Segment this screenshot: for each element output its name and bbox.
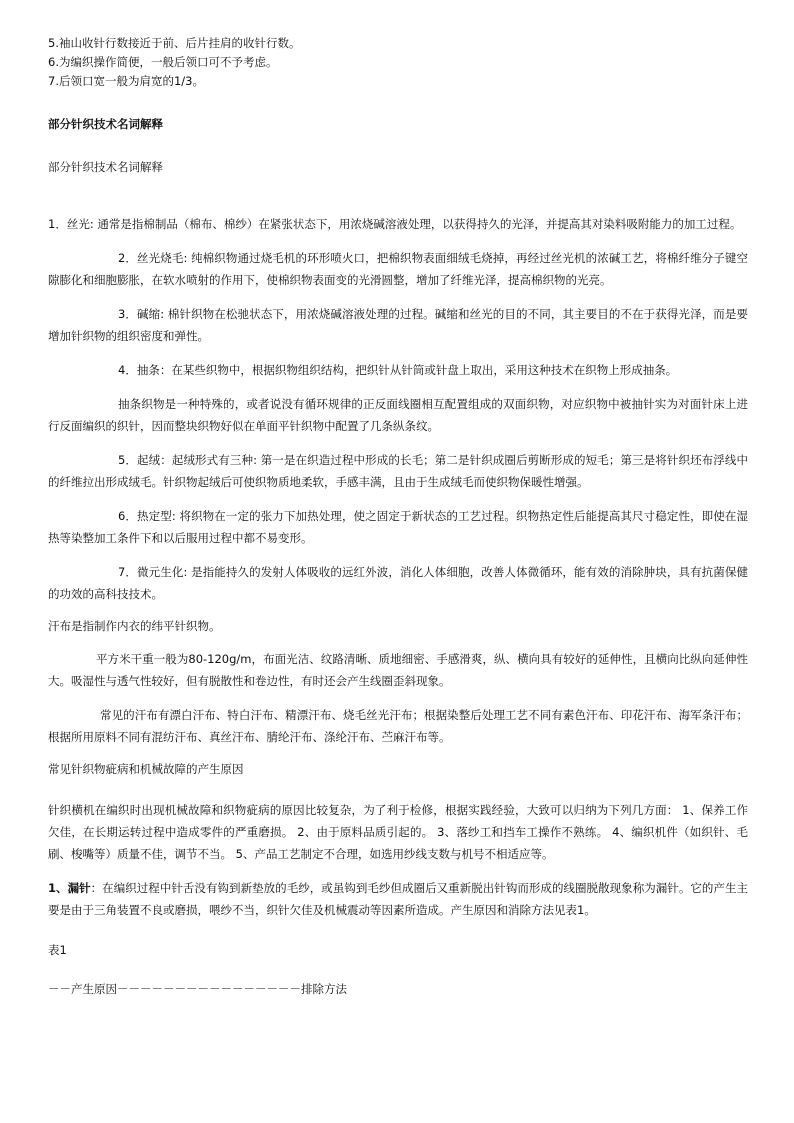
section-subheading: 部分针织技术名词解释 bbox=[48, 160, 163, 174]
section-heading: 部分针织技术名词解释 bbox=[48, 117, 163, 131]
dropstitch-label: 1、漏针 bbox=[48, 881, 91, 895]
term-paragraph: 1．丝光: 通常是指棉制品（棉布、棉纱）在紧张状态下，用浓烧碱溶液处理，以获得持久的光泽，并提高其对染料吸附能力的加工过程。 bbox=[48, 217, 742, 231]
sweatshirt-intro: 汗布是指制作内衣的纬平针织物。 bbox=[48, 619, 221, 633]
term-paragraph: 4．抽条：在某些织物中，根据织物组织结构，把织针从针筒或针盘上取出，采用这种技术在织物上形成抽条。 bbox=[118, 363, 678, 377]
defects-heading: 常见针织物疵病和机械故障的产生原因 bbox=[48, 762, 244, 776]
term-paragraph: 2．丝光烧毛: 纯棉织物通过烧毛机的环形喷火口，把棉织物表面细绒毛烧掉，再经过丝光机的浓碱工艺，将棉纤维分子键空隙膨化和细胞膨胀，在软水喷射的作用下，使棉织物表面变的光滑圆整，增加了纤维光泽，提高棉织物的光亮。 bbox=[48, 251, 748, 287]
dropstitch-text: ：在编织过程中针舌没有钩到新垫放的毛纱，或虽钩到毛纱但成圈后又重新脱出针钩而形成的线圈脱散现象称为漏针。它的产生主要是由于三角装置不良或磨损，喂纱不当，织针欠佳及机械震动等因素所造成。产生原因和消除方法见表1。 bbox=[48, 881, 748, 917]
term-paragraph: 6．热定型: 将织物在一定的张力下加热处理，使之固定于新状态的工艺过程。织物热定性后能提高其尺寸稳定性，即使在湿热等染整加工条件下和以后服用过程中都不易变形。 bbox=[48, 509, 748, 545]
text-line: 6.为编织操作简便，一般后领口可不予考虑。 bbox=[48, 55, 278, 69]
term-paragraph: 7．微元生化: 是指能持久的发射人体吸收的远红外波，消化人体细胞，改善人体微循环，能有效的消除肿块，具有抗菌保健的功效的高科技技术。 bbox=[48, 565, 748, 601]
term-paragraph: 3．碱缩: 棉针织物在松驰状态下，用浓烧碱溶液处理的过程。碱缩和丝光的目的不同，其主要目的不在于获得光泽，而是要增加针织物的组织密度和弹性。 bbox=[48, 307, 748, 343]
table-header: －－产生原因－－－－－－－－－－－－－－－－排除方法 bbox=[48, 982, 347, 996]
defects-paragraph: 针织横机在编织时出现机械故障和织物疵病的原因比较复杂，为了利于检修，根据实践经验，大致可以归纳为下列几方面： 1、保养工作欠佳，在长期运转过程中造成零件的严重磨损。 2、由于原料品质引起的。 3、落纱工和挡车工操作不熟练。 4、编织机件（如织针、毛刷、梭嘴等）质量不佳，调节不当。 5、产品工艺制定不合理，如选用纱线支数与机号不相适应等。 bbox=[48, 803, 748, 861]
text-line: 5.袖山收针行数接近于前、后片挂肩的收针行数。 bbox=[48, 36, 301, 50]
table-label: 表1 bbox=[48, 943, 67, 957]
document-page bbox=[48, 34, 748, 999]
text-line: 7.后领口宽一般为肩宽的1/3。 bbox=[48, 74, 204, 88]
term-paragraph: 抽条织物是一种特殊的，或者说没有循环规律的正反面线圈相互配置组成的双面织物，对应织物中被抽针实为对面针床上进行反面编织的织针，因而整块织物好似在单面平针织物中配置了几条纵条纹。 bbox=[48, 397, 748, 433]
term-paragraph: 5．起绒：起绒形式有三种: 第一是在织造过程中形成的长毛；第二是针织成圈后剪断形成的短毛；第三是将针织坯布浮线中的纤维拉出形成绒毛。针织物起绒后可使织物质地柔软，手感丰满，且由于生成绒毛而使织物保暖性增强。 bbox=[48, 453, 748, 489]
dropstitch-paragraph bbox=[48, 877, 748, 921]
sweatshirt-paragraph: 常见的汗布有漂白汗布、特白汗布、精漂汗布、烧毛丝光汗布；根据染整后处理工艺不同有素色汗布、印花汗布、海军条汗布；根据所用原料不同有混纺汗布、真丝汗布、腈纶汗布、涤纶汗布、苎麻汗布等。 bbox=[48, 708, 748, 744]
sweatshirt-paragraph: 平方米干重一般为80-120g/m，布面光洁、纹路清晰、质地细密、手感滑爽，纵、横向具有较好的延伸性，且横向比纵向延伸性大。吸湿性与透气性较好，但有脱散性和卷边性，有时还会产生线圈歪斜现象。 bbox=[48, 652, 748, 688]
